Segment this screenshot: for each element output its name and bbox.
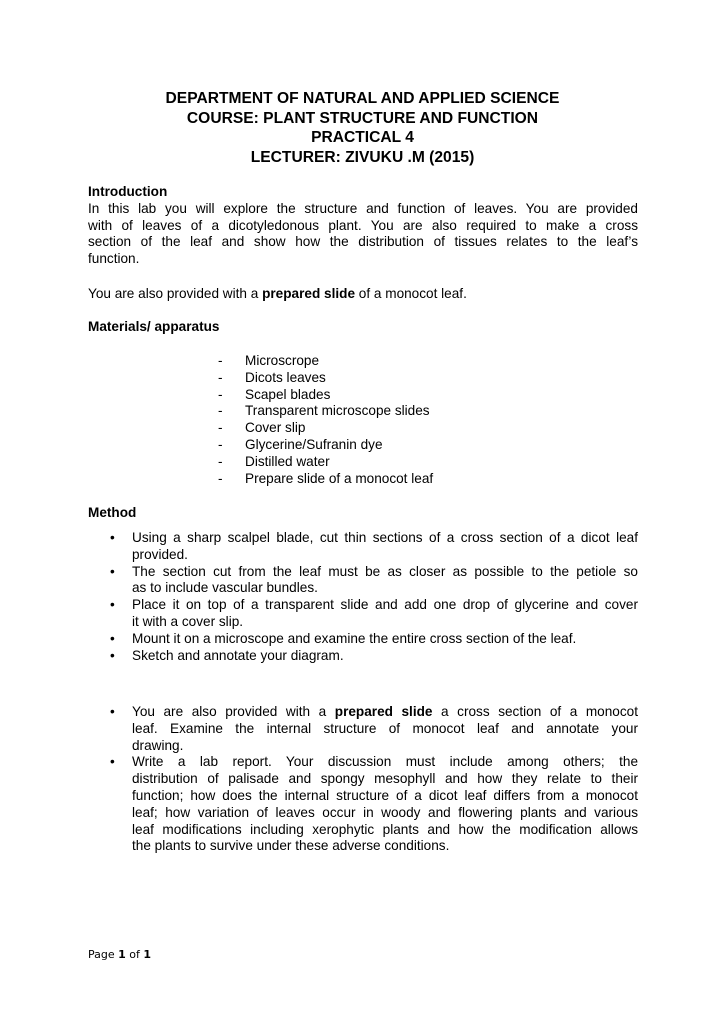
list-item <box>218 420 638 437</box>
step-line: Using a sharp scalpel blade, cut thin sections of a cross section of a dicot leaf <box>132 530 638 545</box>
method-heading-text: Method <box>88 505 137 520</box>
step-line: Sketch and annotate your diagram. <box>132 647 344 663</box>
material-label: Dicots leaves <box>245 369 326 385</box>
introduction-line: function. <box>88 251 140 267</box>
step-line: the plants to survive under these adverse conditions. <box>132 838 450 854</box>
document-header <box>0 89 725 167</box>
method-heading <box>88 505 638 522</box>
list-item <box>218 353 638 370</box>
material-label: Microscrope <box>245 353 320 368</box>
materials-list <box>218 353 638 487</box>
dash-marker: - <box>218 369 223 385</box>
of-word: of <box>129 948 140 961</box>
course-title: COURSE: PLANT STRUCTURE AND FUNCTION <box>186 109 539 127</box>
list-item <box>106 597 638 631</box>
step-line <box>132 704 638 721</box>
list-item <box>218 471 638 488</box>
list-item <box>106 530 638 564</box>
step-line: leaf; how variation of leaves occur in woody and flowering plants and various <box>132 804 638 820</box>
step-line: The section cut from the leaf must be as closer as possible to the petiole so <box>132 563 638 579</box>
department-title: DEPARTMENT OF NATURAL AND APPLIED SCIENCE <box>165 90 560 107</box>
list-item <box>218 370 638 387</box>
step-line: provided. <box>132 546 188 562</box>
step-text: You are also provided with a <box>132 704 335 719</box>
step-line: leaf. Examine the internal structure of monocot leaf and annotate your <box>132 720 638 736</box>
bullet-icon: • <box>110 630 115 646</box>
step-line: Write a lab report. Your discussion must include among others; the <box>132 754 638 770</box>
dash-marker: - <box>218 386 223 402</box>
bullet-icon: • <box>110 530 115 545</box>
material-label: Distilled water <box>245 453 330 469</box>
dash-marker: - <box>218 436 223 452</box>
step-line: Mount it on a microscope and examine the entire cross section of the leaf. <box>132 630 577 646</box>
practical-title: PRACTICAL 4 <box>311 129 414 146</box>
page-footer <box>88 948 151 961</box>
introduction-line: section of the leaf and show how the distribution of tissues relates to the leaf’s <box>88 234 638 250</box>
page-word: Page <box>88 948 115 961</box>
method-steps <box>106 530 638 664</box>
step-line: leaf modifications including xerophytic plants and how the modification allows <box>132 821 638 837</box>
list-item <box>106 564 638 598</box>
provided-slide-paragraph <box>88 286 638 303</box>
prepared-slide-bold: prepared slide <box>334 704 433 719</box>
introduction-heading: Introduction <box>88 184 168 199</box>
list-item <box>106 704 638 754</box>
method-steps-container <box>106 530 638 664</box>
introduction-section <box>88 184 638 268</box>
materials-heading <box>88 319 638 336</box>
introduction-line: In this lab you will explore the structure and function of leaves. You are provided <box>88 200 638 216</box>
list-item <box>106 648 638 665</box>
provided-prefix: You are also provided with a <box>88 286 263 301</box>
bullet-icon: • <box>110 754 115 770</box>
list-item <box>106 754 638 855</box>
material-label: Glycerine/Sufranin dye <box>245 436 383 452</box>
step-line: function; how does the internal structure of a dicot leaf differs from a monocot <box>132 787 638 803</box>
bullet-icon: • <box>110 647 115 663</box>
bullet-icon: • <box>110 563 115 579</box>
step-line: drawing. <box>132 737 184 753</box>
step-line: Place it on top of a transparent slide and add one drop of glycerine and cover <box>132 597 638 613</box>
step-line: distribution of palisade and spongy mesophyll and how they relate to their <box>132 771 638 787</box>
materials-list-container <box>218 353 638 487</box>
dash-marker: - <box>218 453 223 469</box>
material-label: Scapel blades <box>245 386 331 402</box>
list-item <box>218 403 638 420</box>
list-item <box>218 454 638 471</box>
dash-marker: - <box>218 403 223 419</box>
material-label: Prepare slide of a monocot leaf <box>245 470 434 486</box>
lecturer-title: LECTURER: ZIVUKU .M (2015) <box>250 148 475 166</box>
material-label: Cover slip <box>245 420 306 436</box>
step-line: as to include vascular bundles. <box>132 580 318 596</box>
dash-marker: - <box>218 420 223 436</box>
step-text: a cross section of a monocot <box>432 704 638 719</box>
page-number: 1 <box>118 948 126 961</box>
list-item <box>218 387 638 404</box>
method-extra-container <box>106 704 638 855</box>
provided-bold: prepared slide <box>262 286 356 301</box>
provided-suffix: of a monocot leaf. <box>355 286 467 301</box>
list-item <box>106 631 638 648</box>
materials-heading-text: Materials/ apparatus <box>88 319 220 334</box>
method-extra-steps <box>106 704 638 855</box>
bullet-icon: • <box>110 704 115 719</box>
dash-marker: - <box>218 470 223 486</box>
list-item <box>218 437 638 454</box>
dash-marker: - <box>218 353 223 368</box>
material-label: Transparent microscope slides <box>245 403 430 419</box>
step-line: it with a cover slip. <box>132 613 244 629</box>
bullet-icon: • <box>110 597 115 613</box>
page-total: 1 <box>143 948 152 961</box>
introduction-line: with of leaves of a dicotyledonous plant. You are also required to make a cross <box>88 217 638 233</box>
